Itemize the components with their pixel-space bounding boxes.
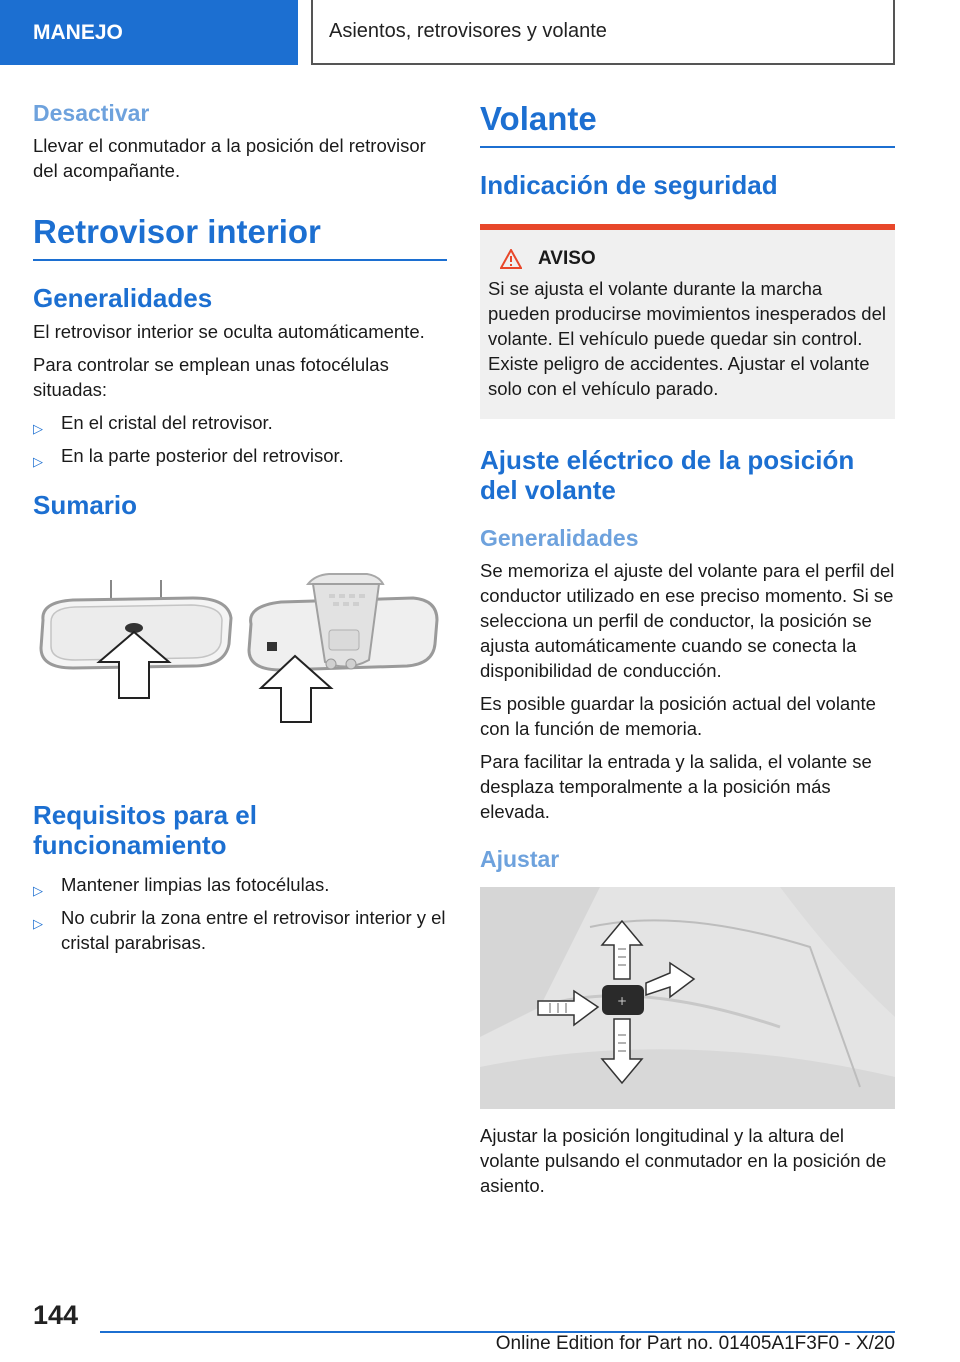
warning-title [488, 248, 887, 270]
safety-heading: Indicación de seguridad [480, 170, 778, 200]
steering-heading: Volante [480, 100, 895, 148]
left-column [33, 100, 447, 963]
list-item [33, 872, 447, 897]
warning-text: Si se ajusta el volante durante la marcha pueden producirse movimientos inesperados del volante. El vehículo puede quedar sin control. Existe peligro de accidentes. Ajustar el volante solo con el vehículo parado. [488, 278, 886, 399]
list-item [33, 410, 447, 435]
svg-text:+: + [616, 994, 628, 1008]
deactivate-heading: Desactivar [33, 100, 150, 126]
mirror-heading: Retrovisor interior [33, 213, 447, 261]
requirements-list [33, 872, 447, 955]
chapter-label: Asientos, retrovisores y volante [329, 20, 607, 42]
steering-general-p1: Se memoriza el ajuste del volante para el perfil del conductor utilizado en ese preciso momento. Si se selecciona un perfil de conductor, la posición se ajusta automáticamente cuando se conecta la disponibilidad de conducción. [480, 560, 895, 681]
right-column [480, 100, 895, 1206]
warning-label: AVISO [538, 248, 596, 269]
summary-heading: Sumario [33, 490, 138, 520]
warning-box [480, 224, 895, 419]
triangle-right-icon: ▷ [33, 916, 43, 931]
mirror-sensor-list [33, 410, 447, 468]
list-item-text: En la parte posterior del retrovisor. [61, 445, 344, 466]
steering-general-heading: Generalidades [480, 525, 639, 551]
list-item-text: No cubrir la zona entre el retrovisor interior y el cristal parabrisas. [61, 907, 446, 953]
requirements-heading: Requisitos para el funcionamiento [33, 800, 257, 860]
mirror-general-p2: Para controlar se emplean unas fotocélulas situadas: [33, 354, 389, 400]
mirror-general-p1: El retrovisor interior se oculta automáticamente. [33, 321, 425, 342]
section-tab [0, 0, 298, 65]
mirror-general-heading: Generalidades [33, 283, 213, 313]
triangle-right-icon: ▷ [33, 454, 43, 469]
mirror-figure [33, 540, 447, 770]
deactivate-text: Llevar el conmutador a la posición del retrovisor del acompañante. [33, 135, 426, 181]
steering-general-p3: Para facilitar la entrada y la salida, el volante se desplaza temporalmente a la posición más elevada. [480, 751, 872, 822]
footer-edition: Online Edition for Part no. 01405A1F3F0 - X/20 [495, 1333, 895, 1354]
steering-adjust-figure [480, 887, 895, 1109]
page-number: 144 [33, 1300, 79, 1330]
list-item-text: En el cristal del retrovisor. [61, 412, 273, 433]
adjust-heading: Ajustar [480, 846, 560, 872]
triangle-right-icon: ▷ [33, 883, 43, 898]
adjust-caption: Ajustar la posición longitudinal y la altura del volante pulsando el conmutador en la posición de asiento. [480, 1125, 887, 1196]
steering-general-p2: Es posible guardar la posición actual del volante con la función de memoria. [480, 693, 876, 739]
electric-adjust-heading: Ajuste eléctrico de la posición del volante [480, 445, 855, 505]
section-label: MANEJO [33, 20, 123, 44]
list-item-text: Mantener limpias las fotocélulas. [61, 874, 330, 895]
chapter-header [311, 0, 895, 65]
list-item [33, 443, 447, 468]
list-item [33, 905, 447, 955]
warning-triangle-icon [500, 249, 522, 269]
triangle-right-icon: ▷ [33, 421, 43, 436]
